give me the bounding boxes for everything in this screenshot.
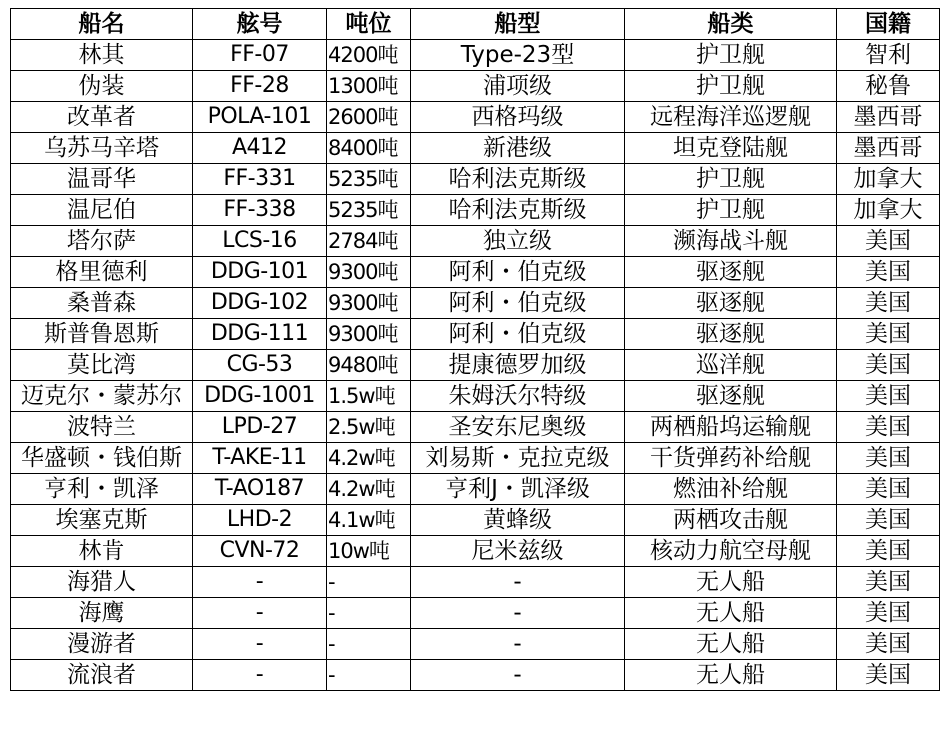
cell-ship-class: 西格玛级 — [411, 102, 625, 133]
cell-ship-type: 护卫舰 — [625, 40, 837, 71]
header-tonnage: 吨位 — [327, 9, 411, 40]
table-row — [11, 164, 940, 195]
cell-ship-type: 无人船 — [625, 629, 837, 660]
cell-tonnage: 2.5w吨 — [327, 412, 411, 443]
cell-ship-class: 阿利・伯克级 — [411, 288, 625, 319]
cell-ship-type: 驱逐舰 — [625, 381, 837, 412]
cell-nationality: 智利 — [837, 40, 940, 71]
table-row — [11, 319, 940, 350]
cell-hull-number: T-AKE-11 — [193, 443, 327, 474]
cell-hull-number: DDG-101 — [193, 257, 327, 288]
cell-nationality: 加拿大 — [837, 195, 940, 226]
cell-ship-type: 两栖船坞运输舰 — [625, 412, 837, 443]
cell-nationality: 美国 — [837, 474, 940, 505]
table-body — [11, 40, 940, 691]
cell-hull-number: DDG-102 — [193, 288, 327, 319]
cell-nationality: 美国 — [837, 412, 940, 443]
cell-ship-type: 无人船 — [625, 567, 837, 598]
header-hull-number: 舷号 — [193, 9, 327, 40]
cell-hull-number: - — [193, 660, 327, 691]
cell-ship-name: 乌苏马辛塔 — [11, 133, 193, 164]
cell-nationality: 秘鲁 — [837, 71, 940, 102]
cell-ship-class: 阿利・伯克级 — [411, 257, 625, 288]
cell-tonnage: 5235吨 — [327, 195, 411, 226]
cell-tonnage: 4200吨 — [327, 40, 411, 71]
cell-ship-name: 海猎人 — [11, 567, 193, 598]
cell-ship-name: 林其 — [11, 40, 193, 71]
cell-hull-number: - — [193, 598, 327, 629]
cell-ship-type: 护卫舰 — [625, 164, 837, 195]
cell-ship-class: - — [411, 598, 625, 629]
cell-ship-name: 波特兰 — [11, 412, 193, 443]
cell-hull-number: - — [193, 567, 327, 598]
cell-ship-name: 林肯 — [11, 536, 193, 567]
cell-tonnage: 9300吨 — [327, 288, 411, 319]
table-row — [11, 598, 940, 629]
cell-ship-class: 哈利法克斯级 — [411, 195, 625, 226]
cell-tonnage: - — [327, 660, 411, 691]
table-row — [11, 226, 940, 257]
cell-ship-type: 坦克登陆舰 — [625, 133, 837, 164]
table-row — [11, 257, 940, 288]
cell-tonnage: 4.2w吨 — [327, 443, 411, 474]
cell-ship-type: 濒海战斗舰 — [625, 226, 837, 257]
table-row — [11, 474, 940, 505]
cell-tonnage: 9300吨 — [327, 257, 411, 288]
cell-ship-type: 无人船 — [625, 660, 837, 691]
table-row — [11, 412, 940, 443]
cell-ship-name: 温哥华 — [11, 164, 193, 195]
cell-tonnage: - — [327, 567, 411, 598]
cell-tonnage: - — [327, 598, 411, 629]
cell-ship-class: 尼米兹级 — [411, 536, 625, 567]
cell-ship-class: - — [411, 660, 625, 691]
cell-nationality: 美国 — [837, 257, 940, 288]
cell-hull-number: FF-28 — [193, 71, 327, 102]
cell-nationality: 加拿大 — [837, 164, 940, 195]
cell-ship-class: Type-23型 — [411, 40, 625, 71]
table-row — [11, 71, 940, 102]
cell-hull-number: FF-338 — [193, 195, 327, 226]
table-row — [11, 381, 940, 412]
cell-tonnage: 10w吨 — [327, 536, 411, 567]
cell-tonnage: 1.5w吨 — [327, 381, 411, 412]
cell-nationality: 美国 — [837, 629, 940, 660]
table-row — [11, 133, 940, 164]
cell-ship-type: 护卫舰 — [625, 195, 837, 226]
table-row — [11, 102, 940, 133]
cell-ship-class: 浦项级 — [411, 71, 625, 102]
ship-table — [10, 8, 940, 691]
cell-ship-name: 流浪者 — [11, 660, 193, 691]
cell-ship-name: 温尼伯 — [11, 195, 193, 226]
cell-ship-type: 驱逐舰 — [625, 319, 837, 350]
cell-hull-number: LHD-2 — [193, 505, 327, 536]
cell-ship-name: 华盛顿・钱伯斯 — [11, 443, 193, 474]
cell-nationality: 墨西哥 — [837, 133, 940, 164]
cell-hull-number: - — [193, 629, 327, 660]
cell-ship-type: 核动力航空母舰 — [625, 536, 837, 567]
table-row — [11, 350, 940, 381]
table-row — [11, 443, 940, 474]
cell-nationality: 墨西哥 — [837, 102, 940, 133]
cell-tonnage: 9480吨 — [327, 350, 411, 381]
cell-ship-name: 亨利・凯泽 — [11, 474, 193, 505]
cell-ship-name: 迈克尔・蒙苏尔 — [11, 381, 193, 412]
cell-hull-number: FF-331 — [193, 164, 327, 195]
cell-ship-class: 朱姆沃尔特级 — [411, 381, 625, 412]
cell-ship-class: 阿利・伯克级 — [411, 319, 625, 350]
cell-ship-type: 驱逐舰 — [625, 288, 837, 319]
cell-hull-number: LCS-16 — [193, 226, 327, 257]
cell-ship-name: 桑普森 — [11, 288, 193, 319]
cell-nationality: 美国 — [837, 381, 940, 412]
cell-nationality: 美国 — [837, 319, 940, 350]
header-ship-class: 船型 — [411, 9, 625, 40]
cell-nationality: 美国 — [837, 350, 940, 381]
cell-ship-name: 斯普鲁恩斯 — [11, 319, 193, 350]
cell-tonnage: 1300吨 — [327, 71, 411, 102]
table-row — [11, 288, 940, 319]
cell-nationality: 美国 — [837, 505, 940, 536]
cell-ship-class: 亨利J・凯泽级 — [411, 474, 625, 505]
cell-ship-name: 塔尔萨 — [11, 226, 193, 257]
cell-ship-name: 海鹰 — [11, 598, 193, 629]
cell-hull-number: CG-53 — [193, 350, 327, 381]
cell-hull-number: DDG-111 — [193, 319, 327, 350]
cell-hull-number: FF-07 — [193, 40, 327, 71]
table-row — [11, 660, 940, 691]
cell-nationality: 美国 — [837, 567, 940, 598]
cell-tonnage: 2784吨 — [327, 226, 411, 257]
cell-ship-type: 巡洋舰 — [625, 350, 837, 381]
table-row — [11, 40, 940, 71]
cell-hull-number: CVN-72 — [193, 536, 327, 567]
cell-ship-class: 提康德罗加级 — [411, 350, 625, 381]
cell-tonnage: - — [327, 629, 411, 660]
header-ship-name: 船名 — [11, 9, 193, 40]
header-nationality: 国籍 — [837, 9, 940, 40]
cell-ship-name: 埃塞克斯 — [11, 505, 193, 536]
cell-ship-type: 燃油补给舰 — [625, 474, 837, 505]
cell-ship-type: 无人船 — [625, 598, 837, 629]
cell-ship-class: - — [411, 567, 625, 598]
cell-nationality: 美国 — [837, 443, 940, 474]
header-ship-type: 船类 — [625, 9, 837, 40]
table-row — [11, 195, 940, 226]
cell-ship-class: - — [411, 629, 625, 660]
cell-ship-type: 干货弹药补给舰 — [625, 443, 837, 474]
cell-ship-type: 远程海洋巡逻舰 — [625, 102, 837, 133]
cell-tonnage: 4.2w吨 — [327, 474, 411, 505]
cell-hull-number: LPD-27 — [193, 412, 327, 443]
cell-ship-type: 两栖攻击舰 — [625, 505, 837, 536]
cell-ship-class: 独立级 — [411, 226, 625, 257]
cell-ship-name: 格里德利 — [11, 257, 193, 288]
cell-nationality: 美国 — [837, 660, 940, 691]
cell-hull-number: DDG-1001 — [193, 381, 327, 412]
cell-nationality: 美国 — [837, 536, 940, 567]
cell-ship-type: 护卫舰 — [625, 71, 837, 102]
table-row — [11, 505, 940, 536]
cell-nationality: 美国 — [837, 226, 940, 257]
cell-nationality: 美国 — [837, 598, 940, 629]
cell-ship-class: 哈利法克斯级 — [411, 164, 625, 195]
cell-ship-class: 圣安东尼奥级 — [411, 412, 625, 443]
cell-nationality: 美国 — [837, 288, 940, 319]
cell-tonnage: 8400吨 — [327, 133, 411, 164]
table-row — [11, 629, 940, 660]
cell-ship-name: 漫游者 — [11, 629, 193, 660]
cell-ship-name: 改革者 — [11, 102, 193, 133]
cell-hull-number: POLA-101 — [193, 102, 327, 133]
cell-tonnage: 2600吨 — [327, 102, 411, 133]
cell-hull-number: A412 — [193, 133, 327, 164]
table-row — [11, 536, 940, 567]
cell-ship-name: 莫比湾 — [11, 350, 193, 381]
cell-ship-class: 黄蜂级 — [411, 505, 625, 536]
cell-ship-class: 刘易斯・克拉克级 — [411, 443, 625, 474]
table-row — [11, 567, 940, 598]
cell-tonnage: 5235吨 — [327, 164, 411, 195]
cell-ship-name: 伪装 — [11, 71, 193, 102]
cell-ship-type: 驱逐舰 — [625, 257, 837, 288]
cell-tonnage: 4.1w吨 — [327, 505, 411, 536]
header-row — [11, 9, 940, 40]
cell-hull-number: T-AO187 — [193, 474, 327, 505]
cell-tonnage: 9300吨 — [327, 319, 411, 350]
cell-ship-class: 新港级 — [411, 133, 625, 164]
